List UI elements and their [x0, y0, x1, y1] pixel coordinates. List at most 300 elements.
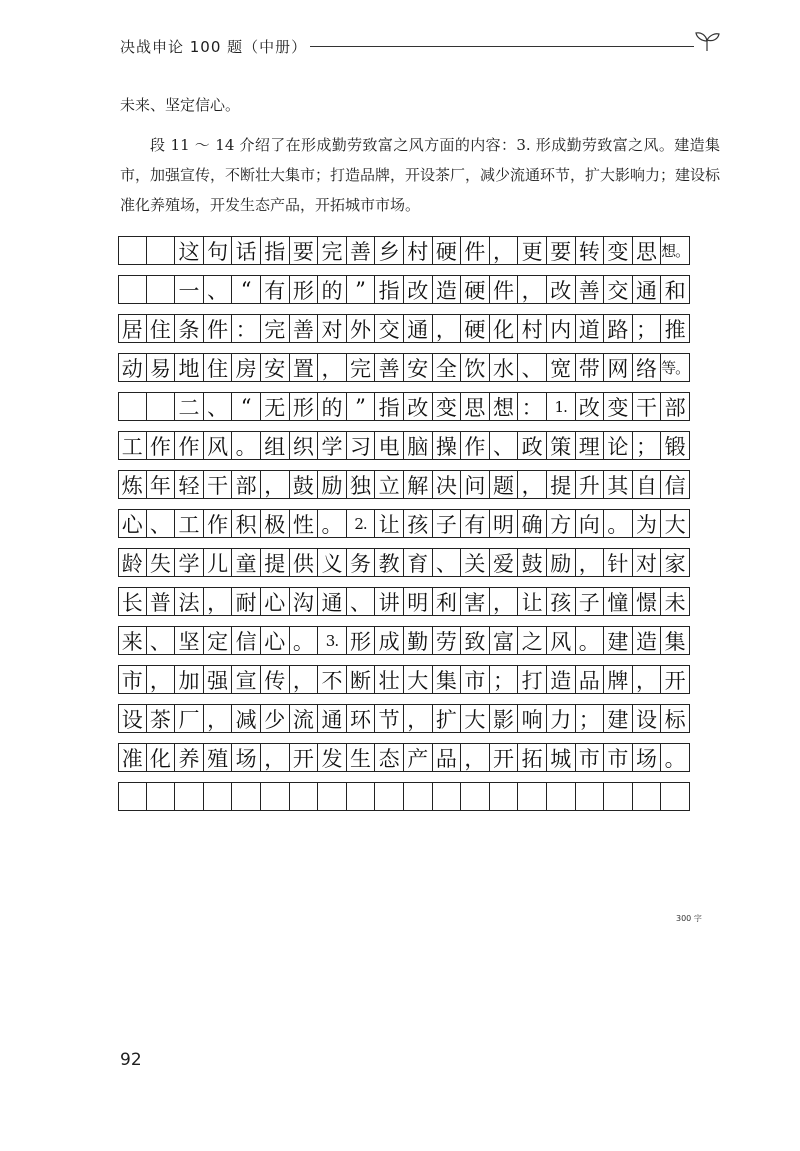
grid-cell [204, 782, 233, 811]
page-number: 92 [120, 1050, 142, 1070]
grid-cell: 市 [576, 743, 605, 772]
grid-cell: 成 [375, 626, 404, 655]
grid-cell: 置 [290, 353, 319, 382]
grid-cell: 心 [261, 626, 290, 655]
grid-cell: ， [490, 236, 519, 265]
grid-cell: ： [232, 314, 261, 343]
grid-cell: 交 [604, 275, 633, 304]
grid-cell: 网 [604, 353, 633, 382]
grid-cell: 作 [147, 431, 176, 460]
grid-cell: 解 [404, 470, 433, 499]
grid-cell: 2. [347, 509, 376, 538]
grid-cell: 长 [118, 587, 147, 616]
grid-cell: 响 [518, 704, 547, 733]
grid-cell: 宣 [232, 665, 261, 694]
grid-cell: 村 [404, 236, 433, 265]
grid-cell [461, 782, 490, 811]
grid-cell: 操 [433, 431, 462, 460]
grid-cell: 市 [604, 743, 633, 772]
grid-cell: “ [232, 275, 261, 304]
grid-cell: 村 [518, 314, 547, 343]
grid-cell: 产 [404, 743, 433, 772]
grid-cell: 二 [175, 392, 204, 421]
grid-cell: 爱 [490, 548, 519, 577]
grid-cell: 标 [661, 704, 690, 733]
grid-cell: 憧 [604, 587, 633, 616]
grid-cell: 信 [232, 626, 261, 655]
grid-cell: 建 [604, 704, 633, 733]
grid-cell [490, 782, 519, 811]
grid-cell: 、 [490, 431, 519, 460]
grid-cell: 让 [518, 587, 547, 616]
grid-cell: 性 [290, 509, 319, 538]
grid-cell: 流 [290, 704, 319, 733]
grid-row [118, 704, 690, 733]
grid-cell: 大 [461, 704, 490, 733]
grid-cell: 化 [490, 314, 519, 343]
grid-cell: 干 [633, 392, 662, 421]
grid-cell: 少 [261, 704, 290, 733]
grid-cell: 方 [547, 509, 576, 538]
grid-cell: 针 [604, 548, 633, 577]
grid-cell: 场 [232, 743, 261, 772]
grid-cell: 茶 [147, 704, 176, 733]
grid-cell: 向 [576, 509, 605, 538]
grid-cell: 指 [375, 275, 404, 304]
grid-cell: ， [204, 587, 233, 616]
grid-cell: 。 [290, 626, 319, 655]
grid-cell: 家 [661, 548, 690, 577]
grid-cell: 话 [232, 236, 261, 265]
grid-cell: 地 [175, 353, 204, 382]
grid-cell: 坚 [175, 626, 204, 655]
grid-cell: 干 [204, 470, 233, 499]
grid-cell: 法 [175, 587, 204, 616]
grid-cell: 其 [604, 470, 633, 499]
paragraph-continuation: 未来、坚定信心。 [120, 96, 241, 114]
grid-cell: 形 [290, 392, 319, 421]
grid-cell: 推 [661, 314, 690, 343]
grid-cell: 件 [490, 275, 519, 304]
grid-cell [147, 275, 176, 304]
grid-row [118, 470, 690, 499]
grid-cell: 明 [404, 587, 433, 616]
grid-cell: 、 [147, 626, 176, 655]
grid-cell: ， [461, 743, 490, 772]
grid-cell: 化 [147, 743, 176, 772]
grid-cell: 牌 [604, 665, 633, 694]
grid-cell: 、 [204, 392, 233, 421]
grid-cell: 带 [576, 353, 605, 382]
grid-cell: 、 [347, 587, 376, 616]
grid-cell: 部 [661, 392, 690, 421]
grid-cell: 居 [118, 314, 147, 343]
grid-cell: 大 [404, 665, 433, 694]
grid-cell: ， [518, 275, 547, 304]
grid-cell: 对 [318, 314, 347, 343]
grid-cell [232, 782, 261, 811]
grid-cell: 影 [490, 704, 519, 733]
grid-cell: 一 [175, 275, 204, 304]
grid-cell: 减 [232, 704, 261, 733]
grid-cell: 信 [661, 470, 690, 499]
grid-cell: 道 [576, 314, 605, 343]
grid-cell: 耐 [232, 587, 261, 616]
grid-cell: 变 [604, 392, 633, 421]
grid-row [118, 236, 690, 265]
grid-cell: 改 [547, 275, 576, 304]
grid-cell: 论 [604, 431, 633, 460]
grid-cell [547, 782, 576, 811]
grid-cell: 件 [461, 236, 490, 265]
grid-cell: 务 [347, 548, 376, 577]
grid-cell: 节 [375, 704, 404, 733]
grid-cell: 工 [118, 431, 147, 460]
grid-cell [576, 782, 605, 811]
grid-cell [118, 275, 147, 304]
grid-cell: 子 [576, 587, 605, 616]
grid-row [118, 509, 690, 538]
grid-cell: 教 [375, 548, 404, 577]
grid-cell: 造 [633, 626, 662, 655]
grid-cell: 络 [633, 353, 662, 382]
grid-cell: 完 [261, 314, 290, 343]
grid-cell [375, 782, 404, 811]
grid-cell: 开 [490, 743, 519, 772]
grid-cell: 鼓 [290, 470, 319, 499]
grid-cell: 思 [461, 392, 490, 421]
grid-cell: 传 [261, 665, 290, 694]
grid-cell: 善 [347, 236, 376, 265]
grid-cell: 通 [404, 314, 433, 343]
grid-cell: ” [347, 392, 376, 421]
grid-cell: 宽 [547, 353, 576, 382]
grid-cell: 善 [375, 353, 404, 382]
grid-cell: 建 [604, 626, 633, 655]
grid-cell: ； [576, 704, 605, 733]
grid-cell: 积 [232, 509, 261, 538]
grid-cell: 条 [175, 314, 204, 343]
grid-cell: 易 [147, 353, 176, 382]
grid-cell: 织 [290, 431, 319, 460]
grid-cell: 力 [547, 704, 576, 733]
grid-cell: 外 [347, 314, 376, 343]
grid-cell [661, 782, 690, 811]
grid-cell [118, 236, 147, 265]
grid-cell: 憬 [633, 587, 662, 616]
grid-row [118, 587, 690, 616]
grid-cell [290, 782, 319, 811]
grid-cell: 来 [118, 626, 147, 655]
grid-cell: 提 [261, 548, 290, 577]
answer-grid [118, 236, 690, 821]
grid-cell: 有 [461, 509, 490, 538]
grid-row [118, 743, 690, 772]
grid-cell: 想。 [661, 236, 690, 265]
grid-cell: 改 [576, 392, 605, 421]
grid-cell: 。 [661, 743, 690, 772]
grid-cell [118, 392, 147, 421]
grid-cell: 的 [318, 392, 347, 421]
grid-cell: 善 [576, 275, 605, 304]
grid-cell: 、 [204, 275, 233, 304]
grid-cell: 心 [261, 587, 290, 616]
grid-cell: 对 [633, 548, 662, 577]
grid-cell: ， [490, 587, 519, 616]
grid-cell: 孩 [404, 509, 433, 538]
grid-cell: 有 [261, 275, 290, 304]
grid-cell: ， [204, 704, 233, 733]
grid-cell: ， [318, 353, 347, 382]
grid-cell: 孩 [547, 587, 576, 616]
grid-cell: 动 [118, 353, 147, 382]
grid-cell: 转 [576, 236, 605, 265]
grid-cell: 升 [576, 470, 605, 499]
grid-cell: 扩 [433, 704, 462, 733]
grid-cell: 开 [290, 743, 319, 772]
grid-cell: 准 [118, 743, 147, 772]
grid-row [118, 665, 690, 694]
grid-cell: 部 [232, 470, 261, 499]
grid-cell: 脑 [404, 431, 433, 460]
header-rule [310, 46, 694, 47]
grid-cell: 态 [375, 743, 404, 772]
grid-cell: 想 [490, 392, 519, 421]
grid-cell: 、 [433, 548, 462, 577]
grid-cell: 变 [604, 236, 633, 265]
grid-cell: 鼓 [518, 548, 547, 577]
grid-cell: 独 [347, 470, 376, 499]
grid-cell: ： [518, 392, 547, 421]
grid-cell: 壮 [375, 665, 404, 694]
grid-cell: 打 [518, 665, 547, 694]
grid-cell: 市 [461, 665, 490, 694]
grid-cell: ， [576, 548, 605, 577]
grid-cell: 要 [290, 236, 319, 265]
grid-cell: 未 [661, 587, 690, 616]
grid-cell: 之 [518, 626, 547, 655]
grid-cell: ； [633, 314, 662, 343]
grid-cell [175, 782, 204, 811]
grid-cell: “ [232, 392, 261, 421]
grid-cell: 等。 [661, 353, 690, 382]
sprout-leaf-icon [694, 30, 720, 52]
grid-cell: 年 [147, 470, 176, 499]
grid-cell: 完 [347, 353, 376, 382]
grid-cell: 思 [633, 236, 662, 265]
grid-cell: 交 [375, 314, 404, 343]
grid-cell: 自 [633, 470, 662, 499]
grid-cell [118, 782, 147, 811]
grid-cell: 句 [204, 236, 233, 265]
grid-cell: 住 [204, 353, 233, 382]
grid-cell: 硬 [461, 314, 490, 343]
grid-cell: 义 [318, 548, 347, 577]
grid-cell: 环 [347, 704, 376, 733]
grid-cell: 形 [290, 275, 319, 304]
grid-cell: 内 [547, 314, 576, 343]
grid-cell: 善 [290, 314, 319, 343]
grid-cell: 更 [518, 236, 547, 265]
grid-cell: 作 [461, 431, 490, 460]
grid-cell: ， [518, 470, 547, 499]
grid-cell: 立 [375, 470, 404, 499]
grid-cell: 供 [290, 548, 319, 577]
grid-cell: ， [261, 743, 290, 772]
grid-cell: 城 [547, 743, 576, 772]
grid-cell: 轻 [175, 470, 204, 499]
grid-cell: 。 [576, 626, 605, 655]
grid-cell [404, 782, 433, 811]
grid-cell: 政 [518, 431, 547, 460]
grid-cell: 1. [547, 392, 576, 421]
grid-cell: 形 [347, 626, 376, 655]
grid-cell: 明 [490, 509, 519, 538]
grid-cell: 和 [661, 275, 690, 304]
grid-row [118, 548, 690, 577]
grid-cell: 厂 [175, 704, 204, 733]
grid-cell: 策 [547, 431, 576, 460]
grid-cell: 设 [633, 704, 662, 733]
grid-cell: 讲 [375, 587, 404, 616]
grid-cell: 路 [604, 314, 633, 343]
grid-cell: 富 [490, 626, 519, 655]
grid-cell: 心 [118, 509, 147, 538]
grid-cell: 定 [204, 626, 233, 655]
grid-cell: 组 [261, 431, 290, 460]
grid-cell: 的 [318, 275, 347, 304]
grid-cell: 安 [404, 353, 433, 382]
grid-cell: 乡 [375, 236, 404, 265]
grid-cell: 、 [518, 353, 547, 382]
grid-cell: 水 [490, 353, 519, 382]
grid-cell: 发 [318, 743, 347, 772]
grid-cell: 童 [232, 548, 261, 577]
grid-cell: 学 [175, 548, 204, 577]
grid-cell: 励 [318, 470, 347, 499]
grid-row [118, 314, 690, 343]
grid-cell: 变 [433, 392, 462, 421]
grid-cell: 电 [375, 431, 404, 460]
grid-cell: 让 [375, 509, 404, 538]
grid-cell: 完 [318, 236, 347, 265]
grid-cell: 子 [433, 509, 462, 538]
grid-row [118, 275, 690, 304]
grid-cell: 硬 [433, 236, 462, 265]
grid-cell: 为 [633, 509, 662, 538]
grid-cell [433, 782, 462, 811]
grid-cell: 确 [518, 509, 547, 538]
grid-cell: 通 [633, 275, 662, 304]
grid-cell [147, 392, 176, 421]
grid-row [118, 353, 690, 382]
grid-cell: 。 [604, 509, 633, 538]
grid-cell: ， [261, 470, 290, 499]
grid-cell: 这 [175, 236, 204, 265]
grid-cell: 住 [147, 314, 176, 343]
grid-cell: 龄 [118, 548, 147, 577]
grid-cell: ， [147, 665, 176, 694]
grid-cell: 殖 [204, 743, 233, 772]
grid-cell: 养 [175, 743, 204, 772]
grid-cell: ， [404, 704, 433, 733]
grid-cell: 集 [661, 626, 690, 655]
grid-row [118, 626, 690, 655]
book-title: 决战申论 100 题（中册） [120, 38, 308, 56]
grid-cell: 理 [576, 431, 605, 460]
grid-cell: 题 [490, 470, 519, 499]
grid-cell: 设 [118, 704, 147, 733]
grid-cell: 作 [204, 509, 233, 538]
grid-cell: 问 [461, 470, 490, 499]
grid-cell: 勤 [404, 626, 433, 655]
grid-cell: 普 [147, 587, 176, 616]
grid-cell: 锻 [661, 431, 690, 460]
grid-cell: 关 [461, 548, 490, 577]
grid-cell: 风 [204, 431, 233, 460]
grid-cell: 3. [318, 626, 347, 655]
grid-cell: 学 [318, 431, 347, 460]
grid-cell: 决 [433, 470, 462, 499]
grid-cell: 拓 [518, 743, 547, 772]
grid-cell: 沟 [290, 587, 319, 616]
grid-cell: 造 [433, 275, 462, 304]
grid-cell: 指 [261, 236, 290, 265]
grid-cell: ， [290, 665, 319, 694]
grid-cell: 习 [347, 431, 376, 460]
grid-cell: 害 [461, 587, 490, 616]
grid-cell: ” [347, 275, 376, 304]
grid-cell: 劳 [433, 626, 462, 655]
grid-cell: 提 [547, 470, 576, 499]
grid-cell: 造 [547, 665, 576, 694]
grid-row [118, 782, 690, 811]
grid-cell: ， [433, 314, 462, 343]
grid-cell [261, 782, 290, 811]
word-count-label: 300 字 [676, 914, 702, 923]
grid-cell: 件 [204, 314, 233, 343]
grid-cell [318, 782, 347, 811]
grid-cell: 。 [318, 509, 347, 538]
grid-cell: 指 [375, 392, 404, 421]
grid-cell [604, 782, 633, 811]
grid-cell: ； [490, 665, 519, 694]
grid-cell: 风 [547, 626, 576, 655]
grid-cell: 市 [118, 665, 147, 694]
grid-cell: 加 [175, 665, 204, 694]
grid-cell: 极 [261, 509, 290, 538]
grid-cell: 工 [175, 509, 204, 538]
grid-cell: ， [633, 665, 662, 694]
grid-cell: 致 [461, 626, 490, 655]
running-header [120, 34, 720, 64]
grid-cell: 育 [404, 548, 433, 577]
grid-cell: 硬 [461, 275, 490, 304]
grid-row [118, 431, 690, 460]
grid-cell: 开 [661, 665, 690, 694]
grid-cell: 集 [433, 665, 462, 694]
grid-cell: 通 [318, 587, 347, 616]
grid-cell: 安 [261, 353, 290, 382]
grid-cell: 炼 [118, 470, 147, 499]
grid-cell: 不 [318, 665, 347, 694]
grid-cell: 儿 [204, 548, 233, 577]
grid-cell: 、 [147, 509, 176, 538]
grid-cell: 断 [347, 665, 376, 694]
grid-cell: 利 [433, 587, 462, 616]
grid-cell: 无 [261, 392, 290, 421]
grid-cell: 通 [318, 704, 347, 733]
